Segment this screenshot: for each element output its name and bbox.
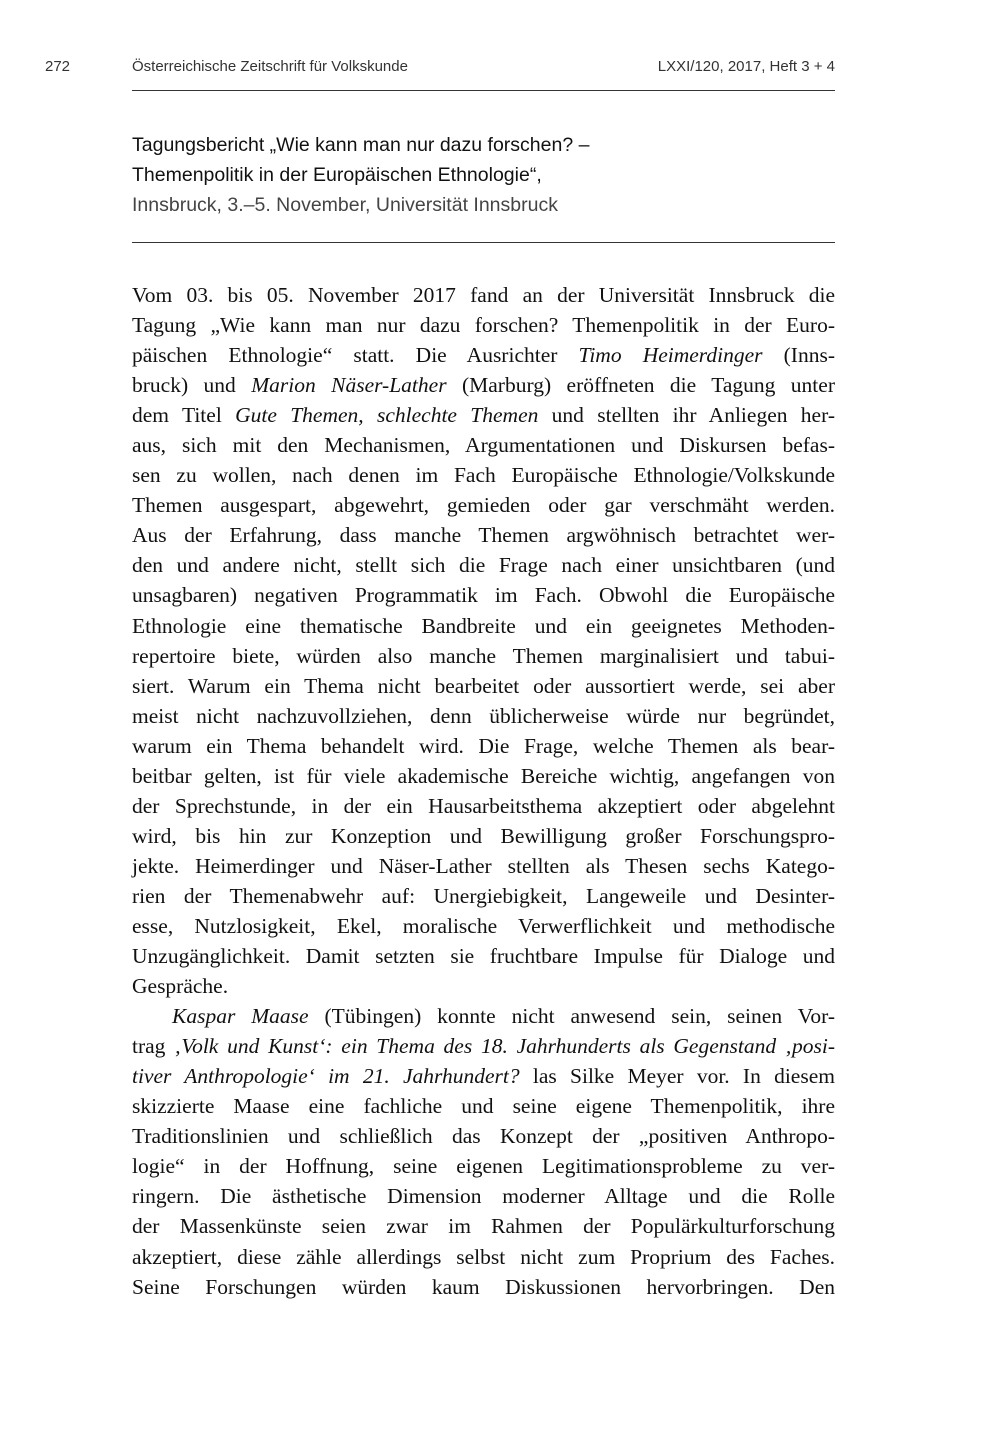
text-line — [132, 1061, 835, 1091]
text-segment: siert. Warum ein Thema nicht bearbeitet oder aussortiert werde, sei aber — [132, 673, 835, 698]
text-line — [132, 1242, 835, 1272]
text-line — [132, 340, 835, 370]
text-segment: Seine Forschungen würden kaum Diskussionen hervorbringen. Den — [132, 1274, 835, 1299]
text-segment: esse, Nutzlosigkeit, Ekel, moralische Verwerflichkeit und methodische — [132, 913, 835, 938]
text-segment: meist nicht nachzuvollziehen, denn üblicherweise würde nur begründet, — [132, 703, 835, 728]
text-segment: Unzugänglichkeit. Damit setzten sie fruchtbare Impulse für Dialoge und — [132, 944, 835, 969]
text-segment: beitbar gelten, ist für viele akademische Bereiche wichtig, angefangen von — [132, 763, 835, 788]
text-segment: und stellten ihr Anliegen her- — [538, 403, 835, 428]
text-line — [132, 310, 835, 340]
title-line: Tagungsbericht „Wie kann man nur dazu forschen? – — [132, 134, 590, 156]
title-divider — [132, 242, 835, 243]
italic-text: Timo Heimerdinger — [578, 343, 763, 368]
text-segment: bruck) und — [132, 373, 252, 398]
text-line — [132, 1211, 835, 1241]
text-line — [132, 430, 835, 460]
article-title — [132, 130, 589, 220]
text-line — [132, 731, 835, 761]
text-segment: den und andere nicht, stellt sich die Frage nach einer unsichtbaren (und — [132, 553, 835, 578]
title-subline: Innsbruck, 3.–5. November, Universität Innsbruck — [132, 194, 558, 216]
text-segment: jekte. Heimerdinger und Näser-Lather stellten als Thesen sechs Katego- — [132, 853, 835, 878]
text-segment: Themen ausgespart, abgewehrt, gemieden oder gar verschmäht werden. — [132, 493, 835, 518]
italic-text: tiver Anthropologie‘ im 21. Jahrhundert? — [132, 1064, 520, 1089]
text-segment: trag — [132, 1034, 175, 1059]
text-line — [132, 1091, 835, 1121]
text-segment: las Silke Meyer vor. In diesem — [519, 1064, 835, 1089]
text-segment: päischen Ethnologie“ statt. Die Ausrichter — [132, 343, 579, 368]
header-divider — [132, 90, 835, 91]
text-segment: skizzierte Maase eine fachliche und seine eigene Themenpolitik, ihre — [132, 1094, 835, 1119]
text-line — [132, 400, 835, 430]
text-segment: Gespräche. — [132, 974, 229, 999]
text-line — [132, 881, 835, 911]
text-line — [132, 1001, 835, 1031]
text-line — [132, 911, 835, 941]
text-segment: logie“ in der Hoffnung, seine eigenen Legitimationsprobleme zu ver- — [132, 1154, 835, 1179]
text-line — [132, 1031, 835, 1061]
text-segment: (Inns- — [762, 343, 835, 368]
text-line — [132, 1272, 835, 1302]
text-segment: rien der Themenabwehr auf: Unergiebigkeit, Langeweile und Desinter- — [132, 883, 835, 908]
text-line — [132, 550, 835, 580]
text-line — [132, 761, 835, 791]
text-line — [132, 941, 835, 971]
text-segment: (Marburg) eröffneten die Tagung unter — [446, 373, 835, 398]
text-line — [132, 370, 835, 400]
title-line: Themenpolitik in der Europäischen Ethnologie“, — [132, 164, 542, 186]
text-segment: der Sprechstunde, in der ein Hausarbeitsthema akzeptiert oder abgelehnt — [132, 793, 835, 818]
text-segment: Ethnologie eine thematische Bandbreite und ein geeignetes Methoden- — [132, 613, 835, 638]
text-line — [132, 611, 835, 641]
body-text — [132, 280, 835, 1302]
text-line — [132, 971, 835, 1001]
text-segment: unsagbaren) negativen Programmatik im Fach. Obwohl die Europäische — [132, 583, 835, 608]
text-segment: der Massenkünste seien zwar im Rahmen der Populärkulturforschung — [132, 1214, 835, 1239]
text-line — [132, 671, 835, 701]
text-line — [132, 490, 835, 520]
text-line — [132, 641, 835, 671]
text-segment: warum ein Thema behandelt wird. Die Frage, welche Themen als bear- — [132, 733, 835, 758]
text-line — [132, 791, 835, 821]
text-segment: Aus der Erfahrung, dass manche Themen argwöhnisch betrachtet wer- — [132, 523, 835, 548]
text-line — [132, 1121, 835, 1151]
italic-text: Gute Themen, schlechte Themen — [235, 403, 539, 428]
text-line — [132, 460, 835, 490]
issue-info: LXXI/120, 2017, Heft 3 + 4 — [657, 58, 835, 75]
italic-text: Kaspar Maase — [172, 1004, 309, 1029]
italic-text: ‚Volk und Kunst‘: ein Thema des 18. Jahrhunderts als Gegenstand ‚posi- — [174, 1034, 835, 1059]
text-line — [132, 1151, 835, 1181]
text-segment: dem Titel — [132, 403, 236, 428]
text-line — [132, 821, 835, 851]
text-line — [132, 851, 835, 881]
text-line — [132, 580, 835, 610]
text-segment: ringern. Die ästhetische Dimension moderner Alltage und die Rolle — [132, 1184, 835, 1209]
page-number: 272 — [45, 58, 71, 75]
text-line — [132, 520, 835, 550]
journal-title: Österreichische Zeitschrift für Volkskunde — [132, 58, 408, 75]
text-segment: repertoire biete, würden also manche Themen marginalisiert und tabui- — [132, 643, 835, 668]
text-segment: akzeptiert, diese zähle allerdings selbst nicht zum Proprium des Faches. — [132, 1244, 835, 1269]
text-segment: Traditionslinien und schließlich das Konzept der „positiven Anthropo- — [132, 1124, 835, 1149]
text-segment: aus, sich mit den Mechanismen, Argumentationen und Diskursen befas- — [132, 433, 835, 458]
text-segment: sen zu wollen, nach denen im Fach Europäische Ethnologie/Volkskunde — [132, 463, 835, 488]
italic-text: Marion Näser-Lather — [251, 373, 447, 398]
text-line — [132, 701, 835, 731]
text-segment: (Tübingen) konnte nicht anwesend sein, seinen Vor- — [308, 1004, 835, 1029]
text-segment: wird, bis hin zur Konzeption und Bewilligung großer Forschungspro- — [132, 823, 835, 848]
text-line — [132, 1181, 835, 1211]
text-segment: Vom 03. bis 05. November 2017 fand an der Universität Innsbruck die — [132, 283, 835, 307]
text-segment: Tagung „Wie kann man nur dazu forschen? Themenpolitik in der Euro- — [132, 313, 835, 338]
text-line — [132, 280, 835, 310]
